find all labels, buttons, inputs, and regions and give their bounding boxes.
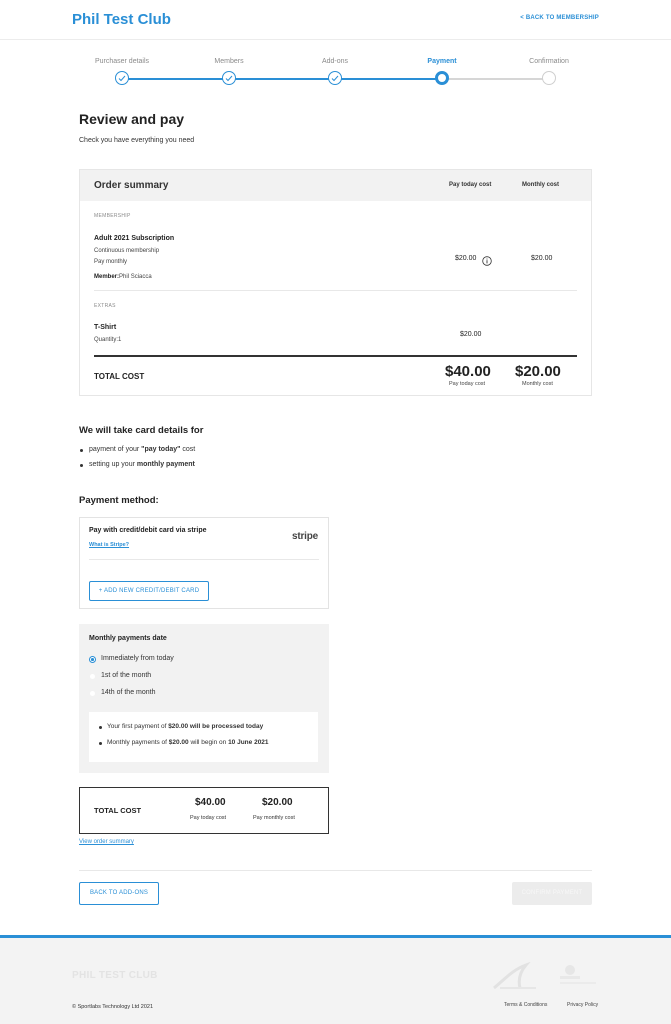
- membership-pay-today: $20.00: [455, 255, 477, 262]
- sponsor-logo-icon: [490, 962, 540, 997]
- member-name: Phil Sciacca: [119, 274, 152, 280]
- order-summary-header: [80, 170, 591, 201]
- order-total-pay-today: $40.00: [445, 363, 491, 380]
- divider: [89, 559, 319, 560]
- membership-member: [94, 274, 152, 280]
- monthly-payments-date-panel: [79, 624, 329, 773]
- step-label: Add-ons: [321, 58, 349, 65]
- step-done-check-icon: [328, 71, 342, 85]
- privacy-policy-link[interactable]: Privacy Policy: [567, 1002, 599, 1008]
- bullet-bold: "pay today": [141, 446, 181, 453]
- note-bold: $20.00 will be processed today: [168, 723, 264, 730]
- page-subtitle: Check you have everything you need: [79, 137, 195, 144]
- list-item: [98, 723, 263, 730]
- step-members: [179, 58, 279, 65]
- extra-quantity: Quantity:1: [94, 337, 122, 343]
- radio-unselected-icon[interactable]: [89, 673, 96, 680]
- radio-unselected-icon[interactable]: [89, 690, 96, 697]
- col-monthly-header: Monthly cost: [522, 182, 559, 188]
- monthly-payments-date-title: Monthly payments date: [89, 635, 167, 642]
- stripe-option-title: Pay with credit/debit card via stripe: [89, 527, 207, 534]
- total-cost-box: [79, 787, 329, 834]
- government-crest-icon: [556, 962, 600, 997]
- stepper-progress-line: [122, 78, 442, 80]
- total-monthly-caption: Pay monthly cost: [253, 815, 295, 821]
- extra-name: T-Shirt: [94, 324, 117, 331]
- step-label: Purchaser details: [94, 58, 150, 65]
- note-text: will begin on: [188, 739, 229, 746]
- radio-selected-icon[interactable]: [89, 656, 96, 663]
- stripe-logo: stripe: [291, 531, 318, 542]
- note-text: Monthly payments of: [107, 739, 169, 746]
- list-item: [98, 739, 269, 746]
- checkout-stepper: [72, 58, 600, 90]
- section-divider: [94, 290, 577, 291]
- order-summary-card: [79, 169, 592, 396]
- note-bold: 10 June 2021: [228, 739, 269, 746]
- confirm-payment-button[interactable]: CONFIRM PAYMENT: [512, 882, 592, 905]
- member-label: Member:: [94, 274, 120, 280]
- note-bold: $20.00: [168, 739, 189, 746]
- step-add-ons: [285, 58, 385, 65]
- order-total-monthly: $20.00: [515, 363, 561, 380]
- radio-label: Immediately from today: [101, 655, 174, 662]
- info-icon[interactable]: [482, 253, 492, 271]
- step-purchaser-details: [72, 58, 172, 65]
- step-pending-dot-icon: [542, 71, 556, 85]
- bullet-text: setting up your: [89, 461, 137, 468]
- payment-schedule-note: [89, 712, 318, 762]
- step-label: Payment: [427, 58, 457, 65]
- total-cost-label: TOTAL COST: [94, 806, 142, 815]
- radio-label: 14th of the month: [101, 689, 156, 696]
- stepper-remaining-line: [442, 78, 549, 80]
- note-text: Your first payment of: [107, 723, 169, 730]
- step-payment: [392, 58, 492, 65]
- what-is-stripe-link[interactable]: What is Stripe?: [89, 542, 130, 548]
- order-summary-title: Order summary: [94, 180, 169, 191]
- membership-type: Continuous membership: [94, 248, 160, 254]
- step-current-dot-icon: [435, 71, 449, 85]
- step-label: Members: [214, 58, 244, 65]
- bullet-text: cost: [180, 446, 196, 453]
- card-details-heading: We will take card details for: [79, 425, 204, 436]
- membership-frequency: Pay monthly: [94, 259, 128, 265]
- membership-name: Adult 2021 Subscription: [94, 235, 175, 242]
- total-pay-today: $40.00: [195, 797, 226, 808]
- total-pay-today-caption: Pay today cost: [190, 815, 227, 821]
- footer-copyright: © Sportlabs Technology Ltd 2021: [72, 1004, 154, 1010]
- step-confirmation: [499, 58, 599, 65]
- order-total-label: TOTAL COST: [94, 372, 145, 381]
- membership-section-label: MEMBERSHIP: [94, 213, 131, 219]
- stripe-payment-option: [79, 517, 329, 609]
- back-to-membership-link[interactable]: < BACK TO MEMBERSHIP: [520, 15, 599, 21]
- total-monthly: $20.00: [262, 797, 293, 808]
- bullet-bold: monthly payment: [136, 461, 195, 468]
- step-done-check-icon: [222, 71, 236, 85]
- step-done-check-icon: [115, 71, 129, 85]
- bullet-text: payment of your: [89, 446, 142, 453]
- terms-link[interactable]: Terms & Conditions: [504, 1002, 548, 1008]
- total-divider: [94, 355, 577, 357]
- order-total-monthly-caption: Monthly cost: [522, 381, 553, 387]
- list-item: [79, 446, 195, 461]
- view-order-summary-link[interactable]: View order summary: [79, 839, 134, 845]
- list-item: [79, 461, 195, 476]
- membership-monthly: $20.00: [531, 255, 553, 262]
- top-bar: [0, 0, 671, 40]
- footer-brand: PHIL TEST CLUB: [72, 970, 158, 981]
- card-details-list: [79, 446, 195, 476]
- order-total-pay-today-caption: Pay today cost: [449, 381, 486, 387]
- extra-pay-today: $20.00: [460, 331, 482, 338]
- page-title: Review and pay: [79, 111, 185, 127]
- club-brand[interactable]: Phil Test Club: [72, 11, 171, 28]
- payment-method-heading: Payment method:: [79, 495, 159, 506]
- radio-label: 1st of the month: [101, 672, 152, 679]
- back-to-add-ons-button[interactable]: BACK TO ADD-ONS: [79, 882, 159, 905]
- step-label: Confirmation: [529, 58, 569, 65]
- add-card-button[interactable]: + ADD NEW CREDIT/DEBIT CARD: [89, 581, 209, 601]
- col-pay-today-header: Pay today cost: [449, 182, 492, 188]
- site-footer: [0, 935, 671, 1024]
- divider: [79, 870, 592, 871]
- extras-section-label: EXTRAS: [94, 303, 116, 309]
